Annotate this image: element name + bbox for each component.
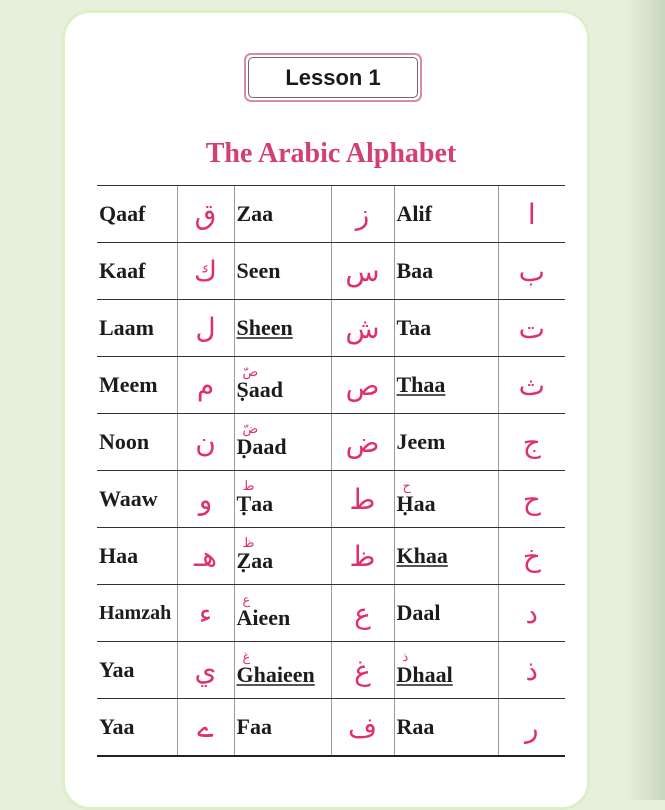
arabic-letter: ا <box>498 186 565 243</box>
table-row <box>97 528 565 585</box>
lesson-badge <box>244 53 422 102</box>
arabic-letter: ب <box>498 243 565 300</box>
small-letter: صّ <box>242 364 259 379</box>
arabic-letter: ت <box>498 300 565 357</box>
arabic-letter: غ <box>331 642 394 699</box>
letter-name-cell <box>234 414 331 471</box>
alphabet-table <box>97 185 565 757</box>
arabic-letter: د <box>498 585 565 642</box>
table-row <box>97 642 565 699</box>
letter-name: Hamzah <box>97 585 177 642</box>
page-edge <box>625 0 665 800</box>
letter-name-cell <box>234 585 331 642</box>
arabic-letter: ل <box>177 300 234 357</box>
letter-name: Yaa <box>97 642 177 699</box>
small-letter: ضّ <box>242 421 259 436</box>
letter-name: Raa <box>394 699 498 757</box>
letter-name-cell <box>234 357 331 414</box>
arabic-letter: ص <box>331 357 394 414</box>
arabic-letter: خ <box>498 528 565 585</box>
table-row <box>97 414 565 471</box>
letter-name: Ḍaad <box>236 434 287 459</box>
table-row <box>97 699 565 757</box>
arabic-letter: و <box>177 471 234 528</box>
arabic-letter: ح <box>498 471 565 528</box>
small-letter: ع <box>242 592 251 607</box>
arabic-letter: ع <box>331 585 394 642</box>
letter-name: Ṣaad <box>236 377 283 402</box>
letter-name: Sheen <box>234 300 331 357</box>
table-row <box>97 300 565 357</box>
table-row <box>97 243 565 300</box>
letter-name: Aieen <box>236 605 291 630</box>
arabic-letter: ض <box>331 414 394 471</box>
letter-name: Haa <box>97 528 177 585</box>
arabic-letter: ك <box>177 243 234 300</box>
arabic-letter: س <box>331 243 394 300</box>
table-row <box>97 471 565 528</box>
table-row <box>97 585 565 642</box>
letter-name: Daal <box>394 585 498 642</box>
letter-name: Thaa <box>394 357 498 414</box>
letter-name: Yaa <box>97 699 177 757</box>
letter-name: Ṭaa <box>236 491 274 516</box>
page-title: The Arabic Alphabet <box>205 138 457 169</box>
small-letter: ح <box>402 478 411 493</box>
letter-name: Waaw <box>97 471 177 528</box>
arabic-letter: ش <box>331 300 394 357</box>
arabic-letter: ذ <box>498 642 565 699</box>
table-row <box>97 186 565 243</box>
small-letter: ط <box>242 478 255 493</box>
letter-name: Kaaf <box>97 243 177 300</box>
letter-name: Taa <box>394 300 498 357</box>
small-letter: ظ <box>242 535 255 550</box>
letter-name: Meem <box>97 357 177 414</box>
arabic-letter: هـ <box>177 528 234 585</box>
arabic-letter: ط <box>331 471 394 528</box>
arabic-letter: ف <box>331 699 394 757</box>
arabic-letter: ظ <box>331 528 394 585</box>
small-letter: ذ <box>402 649 409 664</box>
arabic-letter: ق <box>177 186 234 243</box>
arabic-letter: ث <box>498 357 565 414</box>
letter-name: Ghaieen <box>236 662 315 687</box>
letter-name: Khaa <box>394 528 498 585</box>
letter-name: Zaa <box>234 186 331 243</box>
letter-name: Seen <box>234 243 331 300</box>
letter-name-cell <box>394 471 498 528</box>
letter-name: Dhaal <box>396 662 453 687</box>
arabic-letter: ء <box>177 585 234 642</box>
lesson-label: Lesson 1 <box>248 57 418 98</box>
table-row <box>97 357 565 414</box>
letter-name: Jeem <box>394 414 498 471</box>
letter-name: Faa <box>234 699 331 757</box>
letter-name: Baa <box>394 243 498 300</box>
letter-name-cell <box>234 528 331 585</box>
arabic-letter: ر <box>498 699 565 757</box>
letter-name: Ẓaa <box>236 548 274 573</box>
letter-name: Ḥaa <box>396 491 436 516</box>
letter-name: Alif <box>394 186 498 243</box>
arabic-letter: ے <box>177 699 234 757</box>
letter-name-cell <box>234 471 331 528</box>
letter-name: Qaaf <box>97 186 177 243</box>
letter-name: Laam <box>97 300 177 357</box>
arabic-letter: ج <box>498 414 565 471</box>
arabic-letter: ن <box>177 414 234 471</box>
arabic-letter: ي <box>177 642 234 699</box>
arabic-letter: ز <box>331 186 394 243</box>
letter-name-cell <box>394 642 498 699</box>
arabic-letter: م <box>177 357 234 414</box>
letter-name: Noon <box>97 414 177 471</box>
letter-name-cell <box>234 642 331 699</box>
small-letter: غ <box>242 649 251 664</box>
